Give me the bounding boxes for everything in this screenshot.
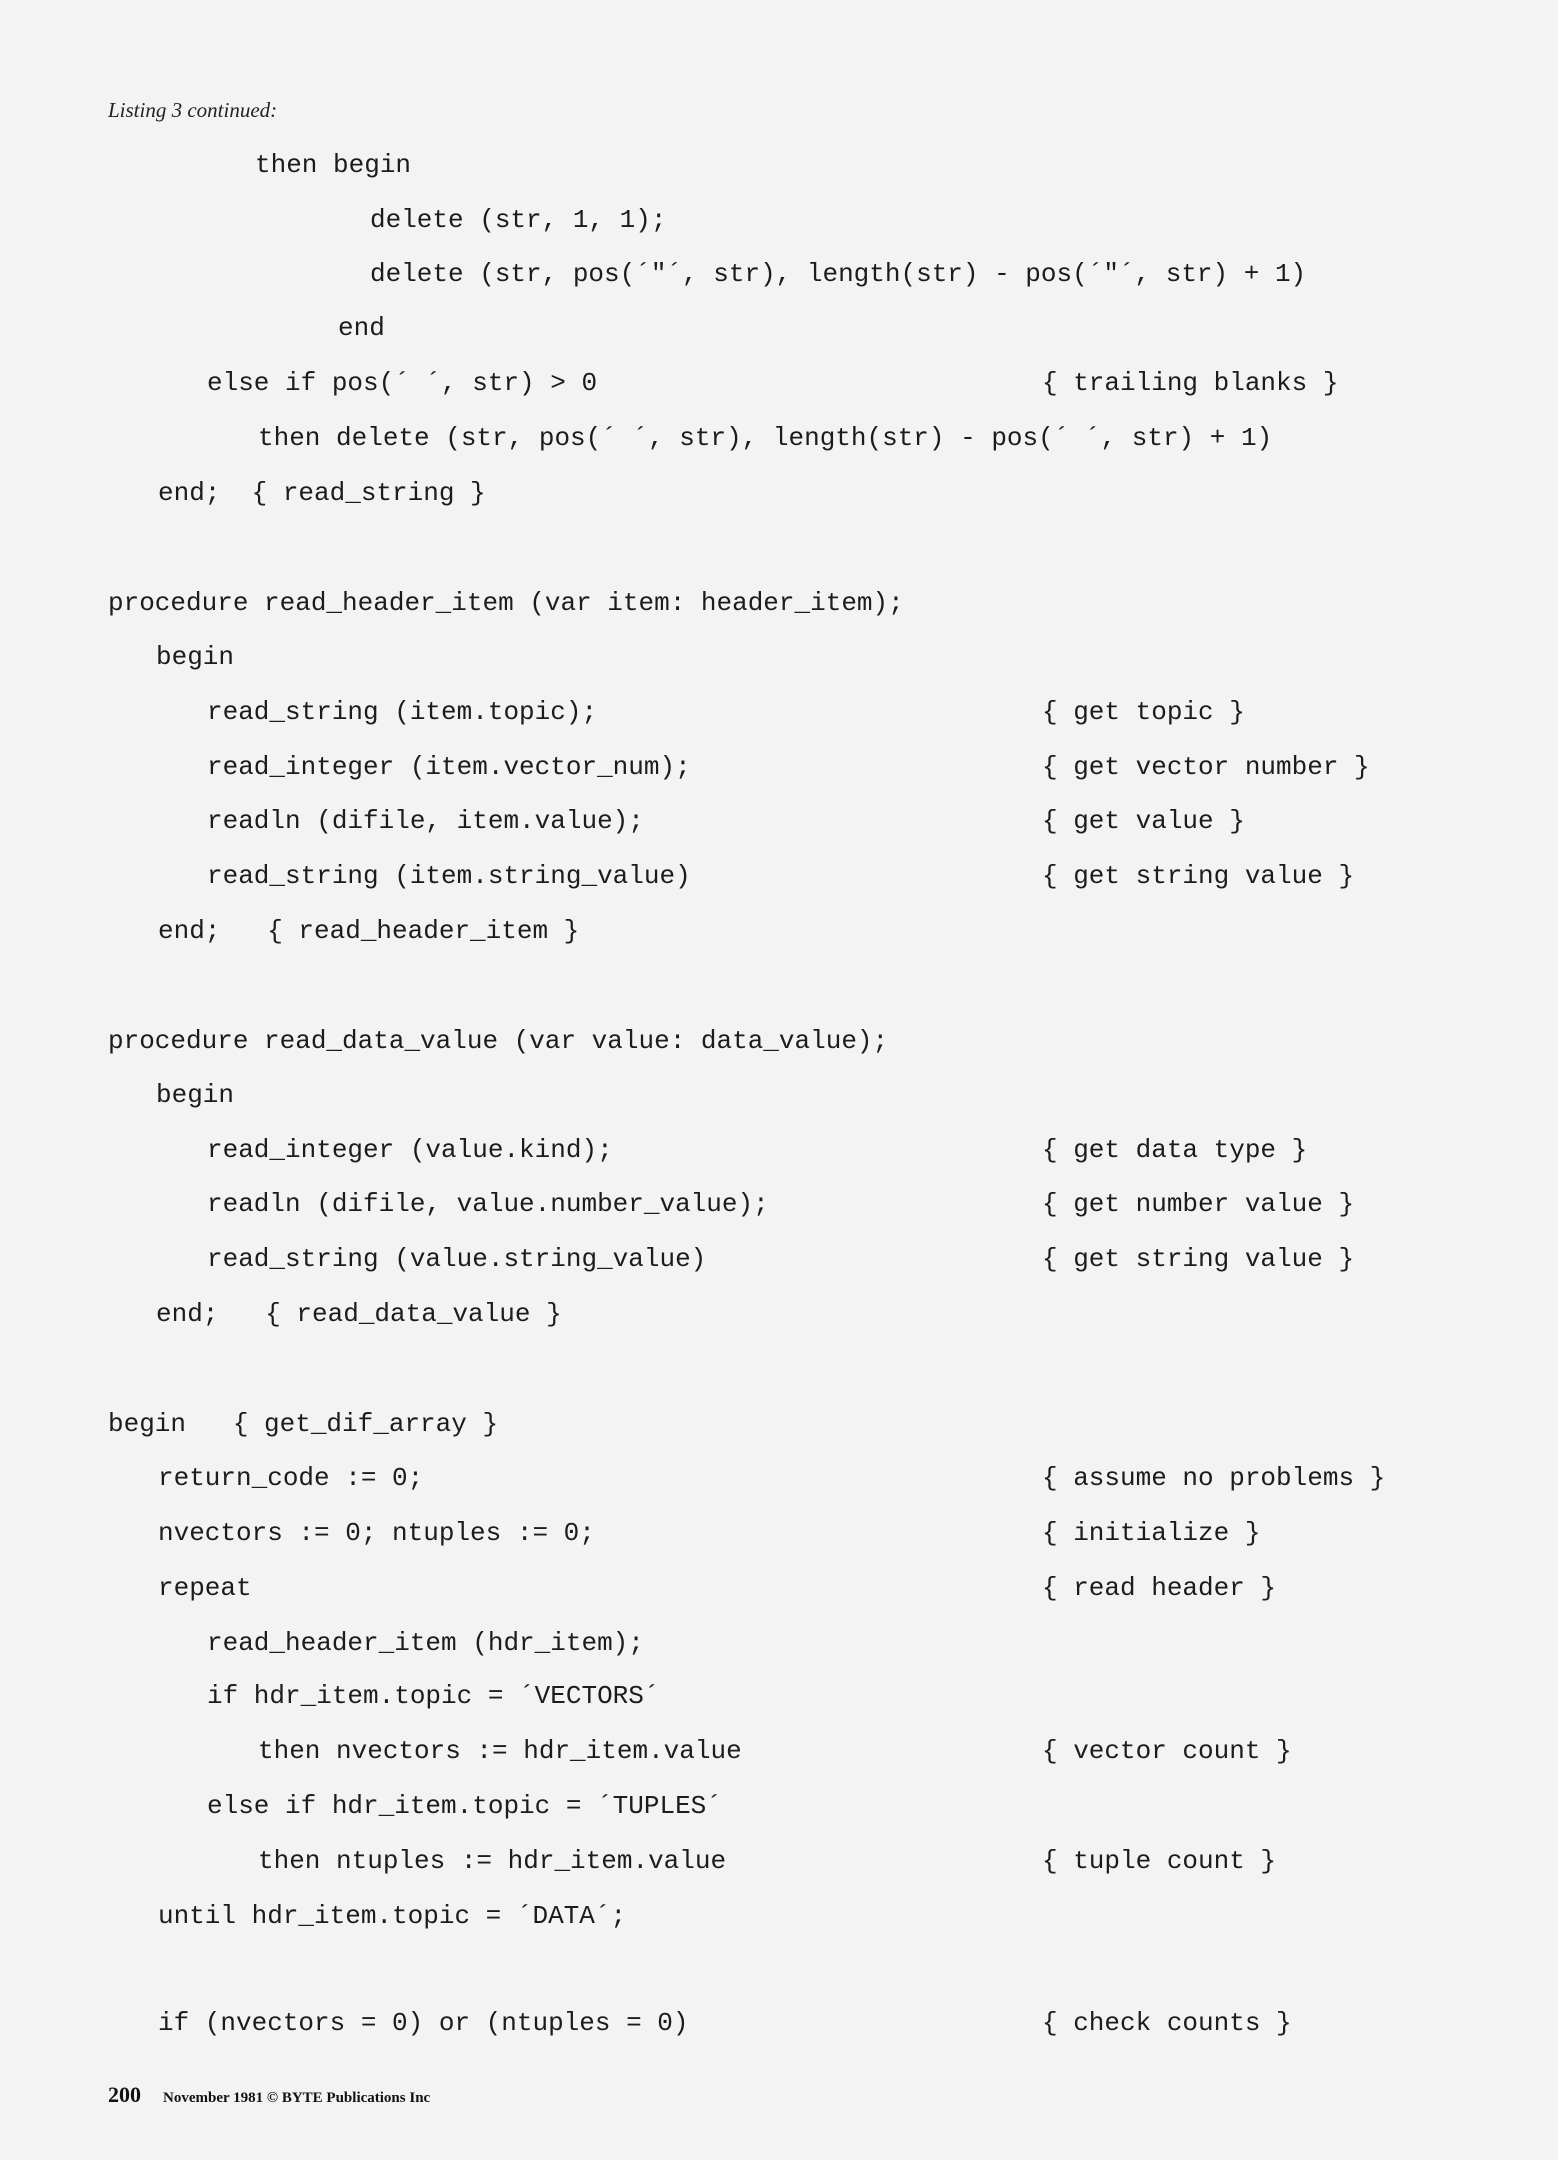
listing-caption: Listing 3 continued: bbox=[108, 98, 278, 122]
code-comment: { tuple count } bbox=[1042, 1846, 1277, 1876]
code-line: readln (difile, item.value); bbox=[207, 806, 644, 836]
code-line: procedure read_data_value (var value: data_value); bbox=[108, 1026, 889, 1056]
code-comment: { check counts } bbox=[1042, 2008, 1292, 2038]
code-comment: { get vector number } bbox=[1042, 752, 1370, 782]
code-line: if (nvectors = 0) or (ntuples = 0) bbox=[158, 2008, 689, 2038]
code-line: read_header_item (hdr_item); bbox=[207, 1628, 644, 1658]
code-comment: { get string value } bbox=[1042, 861, 1355, 891]
code-comment: { get value } bbox=[1042, 806, 1245, 836]
code-line: then ntuples := hdr_item.value bbox=[258, 1846, 727, 1876]
code-line: nvectors := 0; ntuples := 0; bbox=[158, 1518, 595, 1548]
code-line: read_integer (value.kind); bbox=[207, 1135, 613, 1165]
code-line: until hdr_item.topic = ´DATA´; bbox=[158, 1901, 627, 1931]
code-comment: { initialize } bbox=[1042, 1518, 1261, 1548]
code-line: delete (str, 1, 1); bbox=[370, 205, 667, 235]
code-line: else if pos(´ ´, str) > 0 bbox=[207, 368, 598, 398]
code-comment: { get string value } bbox=[1042, 1244, 1355, 1274]
code-line: then delete (str, pos(´ ´, str), length(str) - pos(´ ´, str) + 1) bbox=[258, 423, 1273, 453]
code-comment: { get number value } bbox=[1042, 1189, 1355, 1219]
code-line: read_string (item.topic); bbox=[207, 697, 598, 727]
code-line: read_string (item.string_value) bbox=[207, 861, 691, 891]
code-line: readln (difile, value.number_value); bbox=[207, 1189, 769, 1219]
code-line: repeat bbox=[158, 1573, 252, 1603]
code-line: begin { get_dif_array } bbox=[108, 1409, 499, 1439]
code-line: read_string (value.string_value) bbox=[207, 1244, 707, 1274]
code-comment: { vector count } bbox=[1042, 1736, 1292, 1766]
code-comment: { get topic } bbox=[1042, 697, 1245, 727]
code-line: end; { read_header_item } bbox=[158, 916, 580, 946]
code-line: then begin bbox=[255, 150, 412, 180]
code-line: begin bbox=[156, 642, 235, 672]
code-line: then nvectors := hdr_item.value bbox=[258, 1736, 742, 1766]
code-comment: { read header } bbox=[1042, 1573, 1277, 1603]
code-comment: { assume no problems } bbox=[1042, 1463, 1386, 1493]
code-line: end bbox=[338, 313, 385, 343]
code-line: end; { read_string } bbox=[158, 478, 486, 508]
page-footer bbox=[108, 2082, 430, 2108]
code-line: delete (str, pos(´"´, str), length(str) - pos(´"´, str) + 1) bbox=[370, 259, 1307, 289]
publication-credit: November 1981 © BYTE Publications Inc bbox=[163, 2090, 431, 2106]
code-line: if hdr_item.topic = ´VECTORS´ bbox=[207, 1681, 660, 1711]
code-comment: { trailing blanks } bbox=[1042, 368, 1339, 398]
code-line: end; { read_data_value } bbox=[156, 1299, 562, 1329]
code-line: procedure read_header_item (var item: header_item); bbox=[108, 588, 904, 618]
code-line: else if hdr_item.topic = ´TUPLES´ bbox=[207, 1791, 722, 1821]
code-line: return_code := 0; bbox=[158, 1463, 424, 1493]
page-number: 200 bbox=[108, 2082, 141, 2107]
code-line: begin bbox=[156, 1080, 235, 1110]
code-line: read_integer (item.vector_num); bbox=[207, 752, 691, 782]
code-comment: { get data type } bbox=[1042, 1135, 1308, 1165]
